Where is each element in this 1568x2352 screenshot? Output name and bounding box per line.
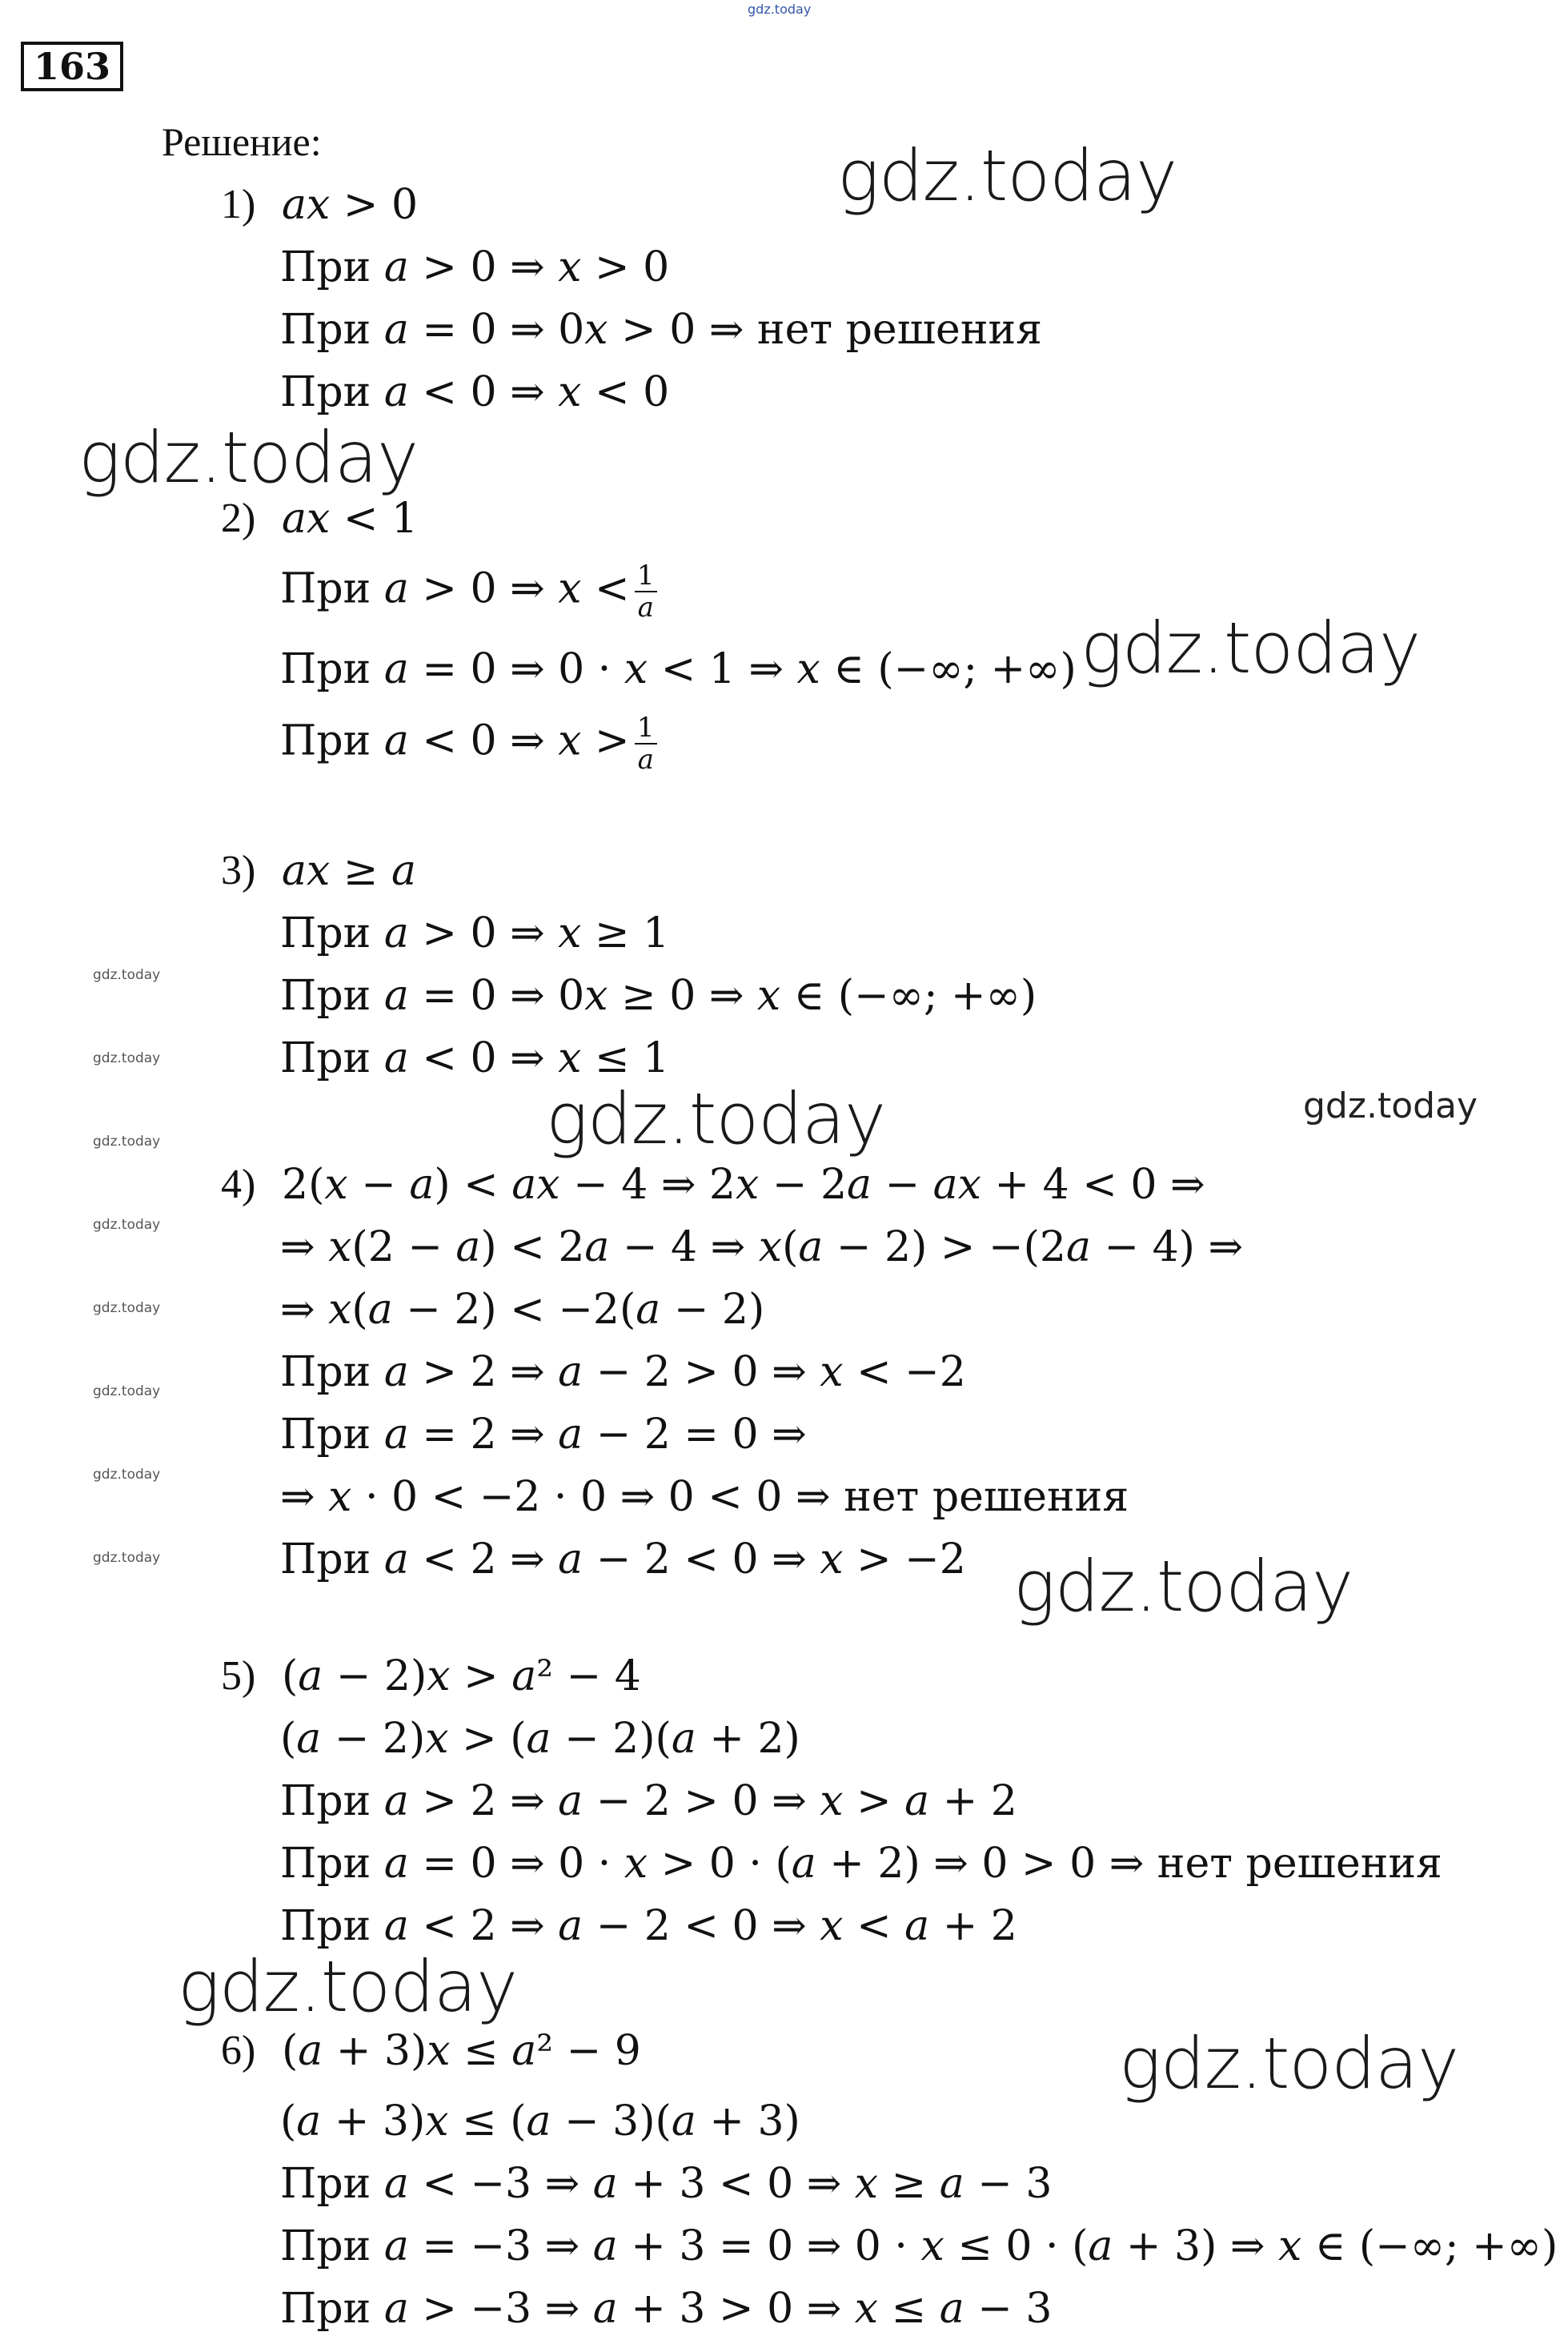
item-1-line: 𝑎𝑥 > 0 (282, 181, 419, 229)
fraction-numerator: 1 (636, 560, 655, 592)
item-4-line: ⇒ 𝑥(𝑎 − 2) < −2(𝑎 − 2) (280, 1286, 765, 1334)
item-2-line-text: При 𝑎 < 0 ⇒ 𝑥 > (280, 716, 630, 765)
fraction-denominator: 𝑎 (635, 591, 657, 623)
item-5-line: (𝑎 − 2)𝑥 > (𝑎 − 2)(𝑎 + 2) (280, 1715, 800, 1763)
item-6-line: (𝑎 + 3)𝑥 ≤ 𝑎² − 9 (282, 2027, 641, 2075)
item-6-label: 6) (221, 2028, 256, 2073)
item-2-line (280, 712, 657, 775)
item-1-label: 1) (221, 182, 256, 227)
watermark-top: gdz.today (748, 2, 812, 17)
watermark: gdz.today (1081, 607, 1421, 689)
item-5-line: При 𝑎 < 2 ⇒ 𝑎 − 2 < 0 ⇒ 𝑥 < 𝑎 + 2 (280, 1902, 1017, 1950)
item-3-line: 𝑎𝑥 ≥ 𝑎 (282, 847, 416, 895)
item-5-line: При 𝑎 > 2 ⇒ 𝑎 − 2 > 0 ⇒ 𝑥 > 𝑎 + 2 (280, 1777, 1017, 1825)
item-3-line: При 𝑎 < 0 ⇒ 𝑥 ≤ 1 (280, 1034, 670, 1082)
watermark: gdz.today (1013, 1545, 1353, 1628)
watermark: gdz.today (1303, 1086, 1478, 1126)
watermark: gdz.today (93, 1383, 161, 1399)
item-2-line: 𝑎𝑥 < 1 (282, 495, 419, 543)
item-1-line: При 𝑎 = 0 ⇒ 0𝑥 > 0 ⇒ нет решения (280, 306, 1042, 354)
item-1-line: При 𝑎 < 0 ⇒ 𝑥 < 0 (280, 368, 670, 416)
item-3-line: При 𝑎 > 0 ⇒ 𝑥 ≥ 1 (280, 909, 670, 957)
item-2-line: При 𝑎 = 0 ⇒ 0 · 𝑥 < 1 ⇒ 𝑥 ∈ (−∞; +∞) (280, 645, 1077, 693)
watermark: gdz.today (93, 967, 161, 983)
item-1-line: При 𝑎 > 0 ⇒ 𝑥 > 0 (280, 243, 670, 291)
watermark: gdz.today (837, 134, 1177, 217)
item-4-line: ⇒ 𝑥 · 0 < −2 · 0 ⇒ 0 < 0 ⇒ нет решения (280, 1473, 1129, 1521)
fraction (635, 560, 657, 623)
item-3-line: При 𝑎 = 0 ⇒ 0𝑥 ≥ 0 ⇒ 𝑥 ∈ (−∞; +∞) (280, 972, 1037, 1020)
item-6-line: При 𝑎 > −3 ⇒ 𝑎 + 3 > 0 ⇒ 𝑥 ≤ 𝑎 − 3 (280, 2285, 1053, 2333)
item-4-line: 2(𝑥 − 𝑎) < 𝑎𝑥 − 4 ⇒ 2𝑥 − 2𝑎 − 𝑎𝑥 + 4 < 0 ⇒ (282, 1161, 1205, 1209)
item-6-line: При 𝑎 = −3 ⇒ 𝑎 + 3 = 0 ⇒ 0 · 𝑥 ≤ 0 · (𝑎 + 3) ⇒ 𝑥 ∈ (−∞; +∞) (280, 2222, 1558, 2270)
fraction-denominator: 𝑎 (635, 743, 657, 775)
problem-number: 163 (21, 42, 123, 91)
watermark: gdz.today (93, 1550, 161, 1566)
solution-heading: Решение: (162, 119, 322, 164)
watermark: gdz.today (93, 1467, 161, 1483)
watermark: gdz.today (93, 1300, 161, 1316)
fraction-numerator: 1 (636, 712, 655, 744)
fraction (635, 712, 657, 775)
watermark: gdz.today (1119, 2022, 1459, 2105)
watermark: gdz.today (546, 1078, 886, 1160)
watermark: gdz.today (93, 1050, 161, 1066)
item-4-label: 4) (221, 1162, 256, 1207)
item-2-line-text: При 𝑎 > 0 ⇒ 𝑥 < (280, 564, 630, 613)
item-4-line: При 𝑎 < 2 ⇒ 𝑎 − 2 < 0 ⇒ 𝑥 > −2 (280, 1535, 966, 1583)
item-4-line: При 𝑎 = 2 ⇒ 𝑎 − 2 = 0 ⇒ (280, 1411, 807, 1459)
item-3-label: 3) (221, 848, 256, 893)
item-5-line: (𝑎 − 2)𝑥 > 𝑎² − 4 (282, 1652, 641, 1700)
item-4-line: ⇒ 𝑥(2 − 𝑎) < 2𝑎 − 4 ⇒ 𝑥(𝑎 − 2) > −(2𝑎 − 4) ⇒ (280, 1223, 1244, 1271)
item-6-line: При 𝑎 < −3 ⇒ 𝑎 + 3 < 0 ⇒ 𝑥 ≥ 𝑎 − 3 (280, 2160, 1053, 2208)
watermark: gdz.today (93, 1134, 161, 1150)
watermark: gdz.today (93, 1217, 161, 1233)
item-5-line: При 𝑎 = 0 ⇒ 0 · 𝑥 > 0 · (𝑎 + 2) ⇒ 0 > 0 ⇒ нет решения (280, 1840, 1442, 1888)
watermark: gdz.today (178, 1945, 518, 2028)
item-2-label: 2) (221, 496, 256, 541)
item-2-line (280, 560, 657, 623)
item-4-line: При 𝑎 > 2 ⇒ 𝑎 − 2 > 0 ⇒ 𝑥 < −2 (280, 1348, 966, 1396)
item-5-label: 5) (221, 1653, 256, 1699)
item-6-line: (𝑎 + 3)𝑥 ≤ (𝑎 − 3)(𝑎 + 3) (280, 2097, 800, 2145)
watermark: gdz.today (78, 416, 419, 499)
